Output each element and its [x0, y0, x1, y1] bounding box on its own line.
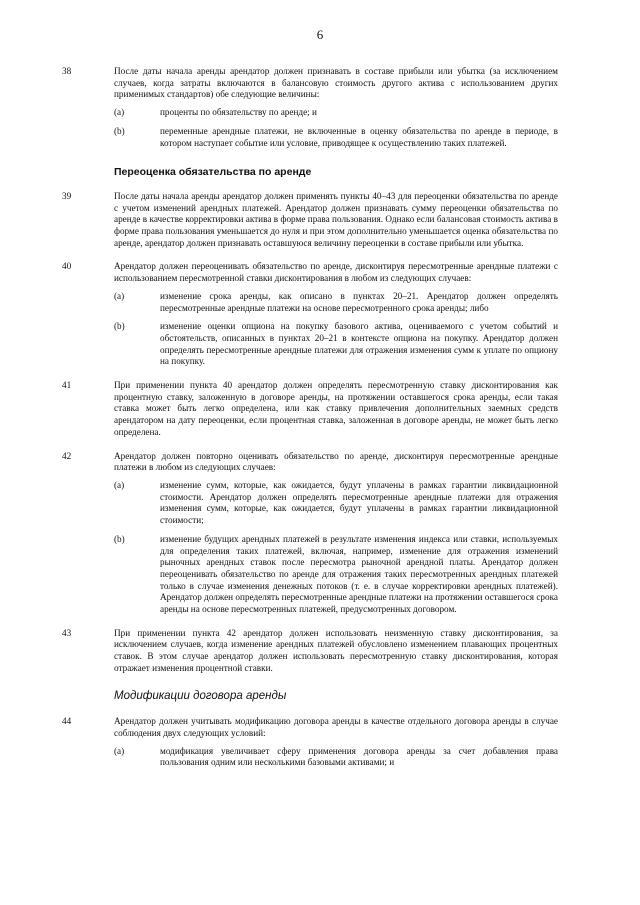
list-item — [114, 291, 558, 314]
paragraph-number: 43 — [62, 627, 72, 638]
paragraph-number: 38 — [62, 66, 72, 76]
paragraph-text: После даты начала аренды арендатор должен признавать в составе прибыли или убытка (за исключением случаев, когда затраты включаются в балансовую стоимость другого актива с использованием других применимых стандартов) обе следующие величины: — [114, 66, 558, 100]
paragraph-text: Арендатор должен переоценивать обязательство по аренде, дисконтируя пересмотренные арендные платежи с использованием пересмотренной ставки дисконтирования в любом из следующих случаев: — [114, 261, 558, 284]
list-item — [114, 126, 558, 149]
list-item-text: изменение оценки опциона на покупку базового актива, оцениваемого с учетом событий и обстоятельств, описанных в пунктах 20–21 в контексте опциона на покупку. Арендатор должен определять пересмотренные арендные платежи для отражения изменения сумм к уплате по опциону на покупку. — [160, 321, 558, 367]
section-heading-italic: Модификации договора аренды — [114, 689, 287, 702]
paragraph-42 — [62, 450, 558, 616]
paragraph-number: 44 — [62, 716, 72, 727]
paragraph-38 — [62, 66, 558, 149]
list-item — [114, 107, 558, 119]
document-body — [62, 66, 558, 781]
paragraph-text: После даты начала аренды арендатор должен применять пункты 40–43 для переоценки обязательства по аренде с учетом изменений арендных платежей. Арендатор должен признавать сумму переоценки обязательства по аренде в качестве корректировки актива в форме права пользования. Однако если балансовая стоимость актива в форме права пользования уменьшается до нуля и при этом дополнительно уменьшается оценка обязательства по аренде, арендатор должен признавать оставшуюся величину переоценки в составе прибыли или убытка. — [114, 190, 558, 248]
paragraph-41 — [62, 380, 558, 439]
list-item-text: изменение будущих арендных платежей в результате изменения индекса или ставки, используемых для определения таких платежей, включая, например, изменение для отражения изменений рыночных арендных ставок после пересмотра рыночной арендной платы. Арендатор должен переоценивать обязательство по аренде для отражения таких пересмотренных арендных платежей только в случае изменения денежных потоков (т. е. в случае корректировки арендных платежей). Арендатор должен определять пересмотренные арендные платежи на протяжении оставшегося срока аренды на основе пересмотренных платежей, предусмотренных договором. — [160, 533, 558, 615]
list-item-label: (b) — [114, 533, 125, 544]
list-item-label: (a) — [114, 107, 125, 118]
page-number: 6 — [316, 27, 324, 42]
paragraph-43 — [62, 627, 558, 675]
paragraph-44 — [62, 716, 558, 769]
list-item-label: (b) — [114, 321, 125, 332]
paragraph-number: 39 — [62, 190, 72, 201]
list-item-label: (b) — [114, 125, 125, 136]
list-item-text: переменные арендные платежи, не включенные в оценку обязательства по аренде в периоде, в котором наступает событие или условие, приводящее к осуществлению таких платежей. — [160, 125, 558, 148]
list-item — [114, 480, 558, 527]
paragraph-number: 41 — [62, 380, 72, 391]
paragraph-text: Арендатор должен учитывать модификацию договора аренды в качестве отдельного договора аренды в случае соблюдения двух следующих условий: — [114, 716, 558, 738]
list-item-label: (a) — [114, 290, 125, 301]
paragraph-number: 42 — [62, 450, 72, 461]
list-item-label: (a) — [114, 479, 125, 490]
list-item — [114, 746, 558, 769]
paragraph-number: 40 — [62, 261, 72, 272]
paragraph-text: При применении пункта 40 арендатор должен определять пересмотренную ставку дисконтирования как процентную ставку, заложенную в договоре аренды, на протяжении оставшегося срока аренды, если такая ставка может быть легко определена, или как ставку привлечения дополнительных заемных средств арендатором на дату переоценки, если процентная ставка, заложенная в договоре аренды, не может быть легко определена. — [114, 380, 558, 437]
section-heading: Переоценка обязательства по аренде — [114, 166, 312, 179]
list-item-text: проценты по обязательству по аренде; и — [160, 107, 317, 118]
paragraph-text: Арендатор должен повторно оценивать обязательство по аренде, дисконтируя пересмотренные арендные платежи в любом из следующих случаев: — [114, 450, 558, 473]
list-item — [114, 321, 558, 368]
paragraph-text: При применении пункта 42 арендатор должен использовать неизменную ставку дисконтирования, за исключением случаев, когда изменение арендных платежей обусловлено изменением плавающих процентных ставок. В этом случае арендатор должен использовать пересмотренную ставку дисконтирования, которая отражает изменения процентной ставки. — [114, 627, 558, 673]
list-item-text: изменение срока аренды, как описано в пунктах 20–21. Арендатор должен определять пересмотренные арендные платежи на основе пересмотренного срока аренды; либо — [160, 290, 558, 313]
paragraph-39 — [62, 190, 558, 250]
list-item-text: изменение сумм, которые, как ожидается, будут уплачены в рамках гарантии ликвидационной стоимости. Арендатор должен определять пересмотренные арендные платежи для отражения изменения сумм, которые, как ожидается, будут уплачены в рамках гарантии ликвидационной стоимости; — [160, 479, 558, 526]
list-item-text: модификация увеличивает сферу применения договора аренды за счет добавления права пользования одним или несколькими базовыми активами; и — [160, 745, 558, 768]
list-item-label: (a) — [114, 745, 125, 756]
list-item — [114, 534, 558, 616]
paragraph-40 — [62, 261, 558, 368]
